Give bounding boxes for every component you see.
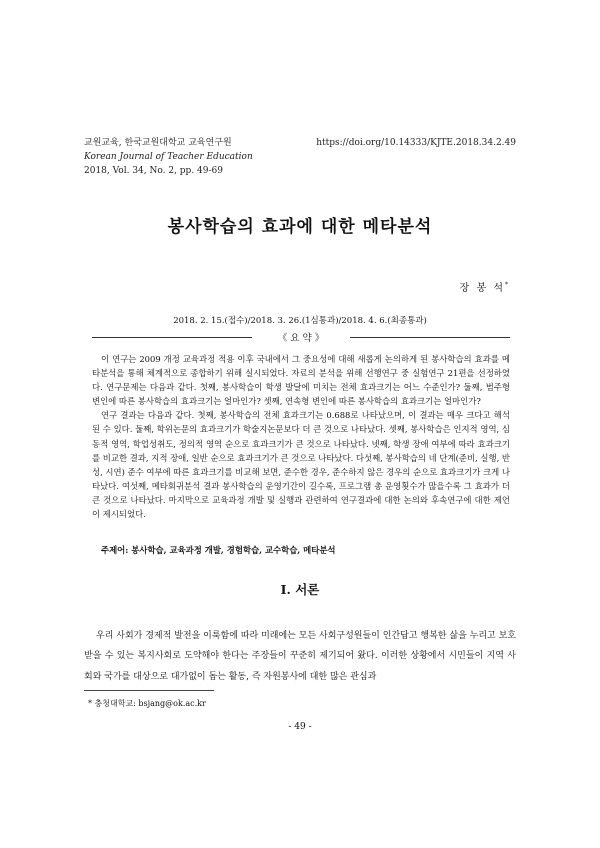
abstract-paragraph: 이 연구는 2009 개정 교육과정 적용 이후 국내에서 그 중요성에 대해 새롭게 논의하게 된 봉사학습의 효과를 메타분석을 통해 체계적으로 종합하기 위해 실시되었다. 자료의 분석을 위해 선행연구 중 실험연구 21편을 선정하였다. 연구문제는 다음과 같다. 첫째, 봉사학습이 학생 발달에 미치는 전체 효과크기는 어느 수준인가? 둘째, 범주형 변인에 따른 봉사학습의 효과크기는 얼마인가? 셋째, 연속형 변인에 따른 봉사학습의 효과크기는 얼마인가? [92,354,510,407]
abstract-rule-right [350,337,510,338]
author-footnote-mark: * [505,281,510,289]
doi-link[interactable]: https://doi.org/10.14333/KJTE.2018.34.2.49 [316,138,516,148]
abstract [92,352,510,521]
publisher: 교원교육, 한국교원대학교 교육연구원 [84,138,232,148]
body-paragraph: 우리 사회가 경제적 발전을 이룩함에 따라 미래에는 모든 사회구성원들이 인간답고 행복한 삶을 누리고 보호받을 수 있는 복지사회로 도약해야 한다는 주장들이 꾸준히 제기되어 왔다. 이러한 상황에서 시민들이 지역 사회와 국가를 대상으로 대가없이 돕는 활동, 즉 자원봉사에 대한 많은 관심과 [84,631,516,682]
body-text [84,626,516,687]
journal-name: Korean Journal of Teacher Education [84,152,253,162]
submission-dates: 2018. 2. 15.(접수)/2018. 3. 26.(1심통과)/2018. 4. 6.(최종통과) [173,316,427,326]
footnote: * 충청대학교: bsjang@ok.ac.kr [88,699,206,708]
page-number: - 49 - [288,722,312,732]
section-heading: Ⅰ. 서론 [280,582,320,597]
author [460,279,510,294]
keywords: 주제어: 봉사학습, 교육과정 개발, 경험학습, 교수학습, 메타분석 [101,545,336,555]
author-name: 장 봉 석 [459,283,505,294]
journal-header [84,136,253,178]
abstract-paragraph: 연구 결과는 다음과 같다. 첫째, 봉사학습의 전체 효과크기는 0.688로 나타났으며, 이 결과는 매우 크다고 해석된 수 있다. 둘째, 학위논문의 효과크기가 학술지논문보다 더 큰 것으로 나타났다. 셋째, 봉사학습은 인지적 영역, 심동적 영역, 학업성취도, 정의적 영역 순으로 효과크기가 큰 것으로 나타났다. 넷째, 학생 장애 여부에 따라 효과크기를 비교한 결과, 지적 장애, 일반 순으로 효과크기가 큰 것으로 나타났다. 다섯째, 봉사학습의 네 단계(준비, 실행, 반성, 시연) 준수 여부에 따른 효과크기를 비교해 보면, 준수한 경우, 준수하지 않은 경우의 순으로 효과크기가 크게 나타났다. 여섯째, 메타회귀분석 결과 봉사학습의 운영기간이 길수록, 프로그램 총 운영횟수가 많을수록 그 효과가 더 큰 것으로 나타났다. 마지막으로 교육과정 개발 및 실행과 관련하여 연구결과에 대한 논의와 후속연구에 대한 제언이 제시되었다. [92,410,510,520]
paper-title: 봉사학습의 효과에 대한 메타분석 [167,217,433,237]
footnote-divider [84,690,214,691]
abstract-heading: 《 요 약 》 [277,333,325,344]
abstract-heading-bar [92,330,510,344]
volume-info: 2018, Vol. 34, No. 2, pp. 49-69 [84,166,223,176]
